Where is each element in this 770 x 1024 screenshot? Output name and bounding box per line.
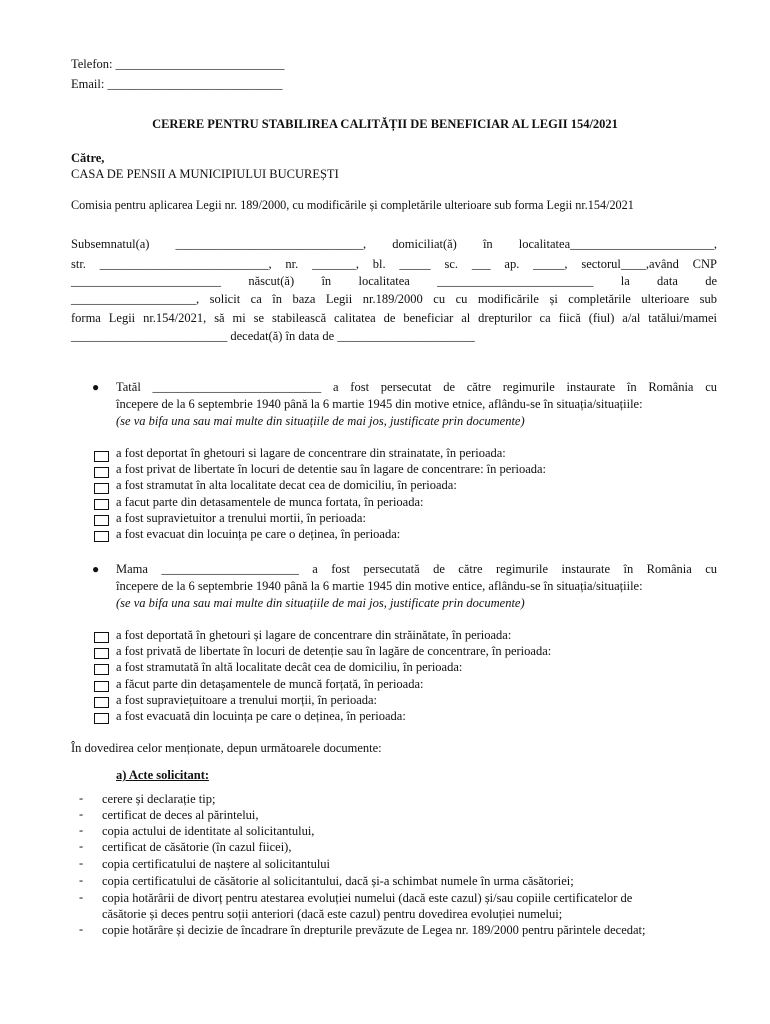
father-option-checkbox-5[interactable] (94, 515, 109, 526)
mother-option-label-3: a fost stramutată în altă localitate decât cea de domiciliu, în perioada: (116, 660, 463, 674)
father-option-checkbox-1[interactable] (94, 451, 109, 462)
document-title: CERERE PENTRU STABILIREA CALITĂȚII DE BENEFICIAR AL LEGII 154/2021 (152, 117, 618, 131)
father-option-checkbox-4[interactable] (94, 499, 109, 510)
list-dash: - (79, 922, 84, 936)
father-option-label-2: a fost privat de libertate în locuri de detentie sau în lagare de concentrare: în perioada: (116, 462, 547, 476)
list-dash: - (79, 873, 84, 887)
list-dash: - (79, 856, 84, 870)
recipient-institution: CASA DE PENSII A MUNICIPIULUI BUCUREȘTI (71, 167, 339, 181)
phone-field[interactable]: Telefon: ___________________________ (71, 57, 285, 71)
mother-option-checkbox-4[interactable] (94, 681, 109, 692)
mother-option-label-1: a fost deportată în ghetouri și lagare de concentrare din străinătate, în perioada: (116, 628, 512, 642)
documents-heading: a) Acte solicitant: (116, 768, 210, 782)
mother-line-2: începere de la 6 septembrie 1940 până la 6 martie 1945 din motive entice, aflându-se în situația/situațiile: (116, 579, 643, 593)
intro-line-6: _________________________ decedat(ă) în data de ______________________ (71, 329, 475, 343)
intro-line-2: str. ___________________________, nr. _______, bl. _____ sc. ___ ap. _____, sectorul____,având CNP (71, 257, 717, 271)
father-option-label-4: a facut parte din detasamentele de munca fortata, în perioada: (116, 495, 424, 509)
intro-line-5: forma Legii nr.154/2021, să mi se stabilească calitatea de beneficiar al drepturilor ca fiică (fiul) a/al tatălui/mamei (71, 311, 717, 325)
father-line-1: Tatăl ___________________________ a fost persecutat de către regimurile instaurate în România cu (116, 380, 717, 394)
list-dash: - (79, 823, 84, 837)
document-item-3: copia actului de identitate al solicitantului, (102, 824, 315, 838)
documents-intro: În dovedirea celor menționate, depun următoarele documente: (71, 741, 382, 755)
document-item-7: copia hotărârii de divorț pentru atestarea evoluției numelui (dacă este cazul) și/sau copiile certificatelor de (102, 891, 633, 905)
mother-note: (se va bifa una sau mai multe din situațiile de mai jos, justificate prin documente) (116, 596, 525, 610)
list-dash: - (79, 807, 84, 821)
mother-option-label-5: a fost supraviețuitoare a trenului morții, în perioada: (116, 693, 378, 707)
document-item-2: certificat de deces al părintelui, (102, 808, 259, 822)
mother-option-checkbox-3[interactable] (94, 664, 109, 675)
list-dash: - (79, 890, 84, 904)
father-option-label-3: a fost stramutat în alta localitate decat cea de domiciliu, în perioada: (116, 478, 457, 492)
bullet-icon: ● (92, 562, 100, 576)
father-note: (se va bifa una sau mai multe din situațiile de mai jos, justificate prin documente) (116, 414, 525, 428)
mother-option-checkbox-5[interactable] (94, 697, 109, 708)
commission-line: Comisia pentru aplicarea Legii nr. 189/2000, cu modificările și completările ulterioare sub forma Legii nr.154/2021 (71, 198, 634, 212)
father-option-checkbox-6[interactable] (94, 531, 109, 542)
mother-option-label-2: a fost privată de libertate în locuri de detenție sau în lagăre de concentrare, în perioada: (116, 644, 552, 658)
list-dash: - (79, 839, 84, 853)
mother-option-label-4: a făcut parte din detașamentele de muncă forțată, în perioada: (116, 677, 424, 691)
father-option-label-1: a fost deportat în ghetouri si lagare de concentrare din strainatate, în perioada: (116, 446, 506, 460)
document-item-7-continued: căsătorie și deces pentru soții anteriori (dacă este cazul) pentru dovedirea evoluției numelui; (102, 907, 563, 921)
mother-option-checkbox-2[interactable] (94, 648, 109, 659)
intro-line-4: ____________________, solicit ca în baza Legii nr.189/2000 cu cu modificările și completările ulterioare sub (71, 292, 717, 306)
document-item-6: copia certificatului de căsătorie al solicitantului, dacă și-a schimbat numele în urma căsătoriei; (102, 874, 574, 888)
intro-line-1: Subsemnatul(a) ______________________________, domiciliat(ă) în localitatea_______________________, (71, 237, 717, 251)
mother-line-1: Mama ______________________ a fost persecutată de către regimurile instaurate în România cu (116, 562, 717, 576)
email-field[interactable]: Email: ____________________________ (71, 77, 283, 91)
father-line-2: începere de la 6 septembrie 1940 până la 6 martie 1945 din motive etnice, aflându-se în situația/situațiile: (116, 397, 643, 411)
document-item-5: copia certificatului de naștere al solicitantului (102, 857, 331, 871)
document-item-4: certificat de căsătorie (în cazul fiicei), (102, 840, 292, 854)
father-option-label-5: a fost supravietuitor a trenului mortii, în perioada: (116, 511, 366, 525)
intro-line-3: ________________________ născut(ă) în localitatea _________________________ la data de (71, 274, 717, 288)
father-option-label-6: a fost evacuat din locuința pe care o deținea, în perioada: (116, 527, 401, 541)
mother-option-checkbox-1[interactable] (94, 632, 109, 643)
list-dash: - (79, 791, 84, 805)
bullet-icon: ● (92, 380, 100, 394)
father-option-checkbox-3[interactable] (94, 483, 109, 494)
recipient-label: Către, (71, 151, 105, 165)
document-item-1: cerere și declarație tip; (102, 792, 216, 806)
mother-option-label-6: a fost evacuată din locuința pe care o deținea, în perioada: (116, 709, 406, 723)
document-item-8: copie hotărâre și decizie de încadrare în drepturile prevăzute de Legea nr. 189/2000 pentru părintele decedat; (102, 923, 646, 937)
father-option-checkbox-2[interactable] (94, 467, 109, 478)
mother-option-checkbox-6[interactable] (94, 713, 109, 724)
